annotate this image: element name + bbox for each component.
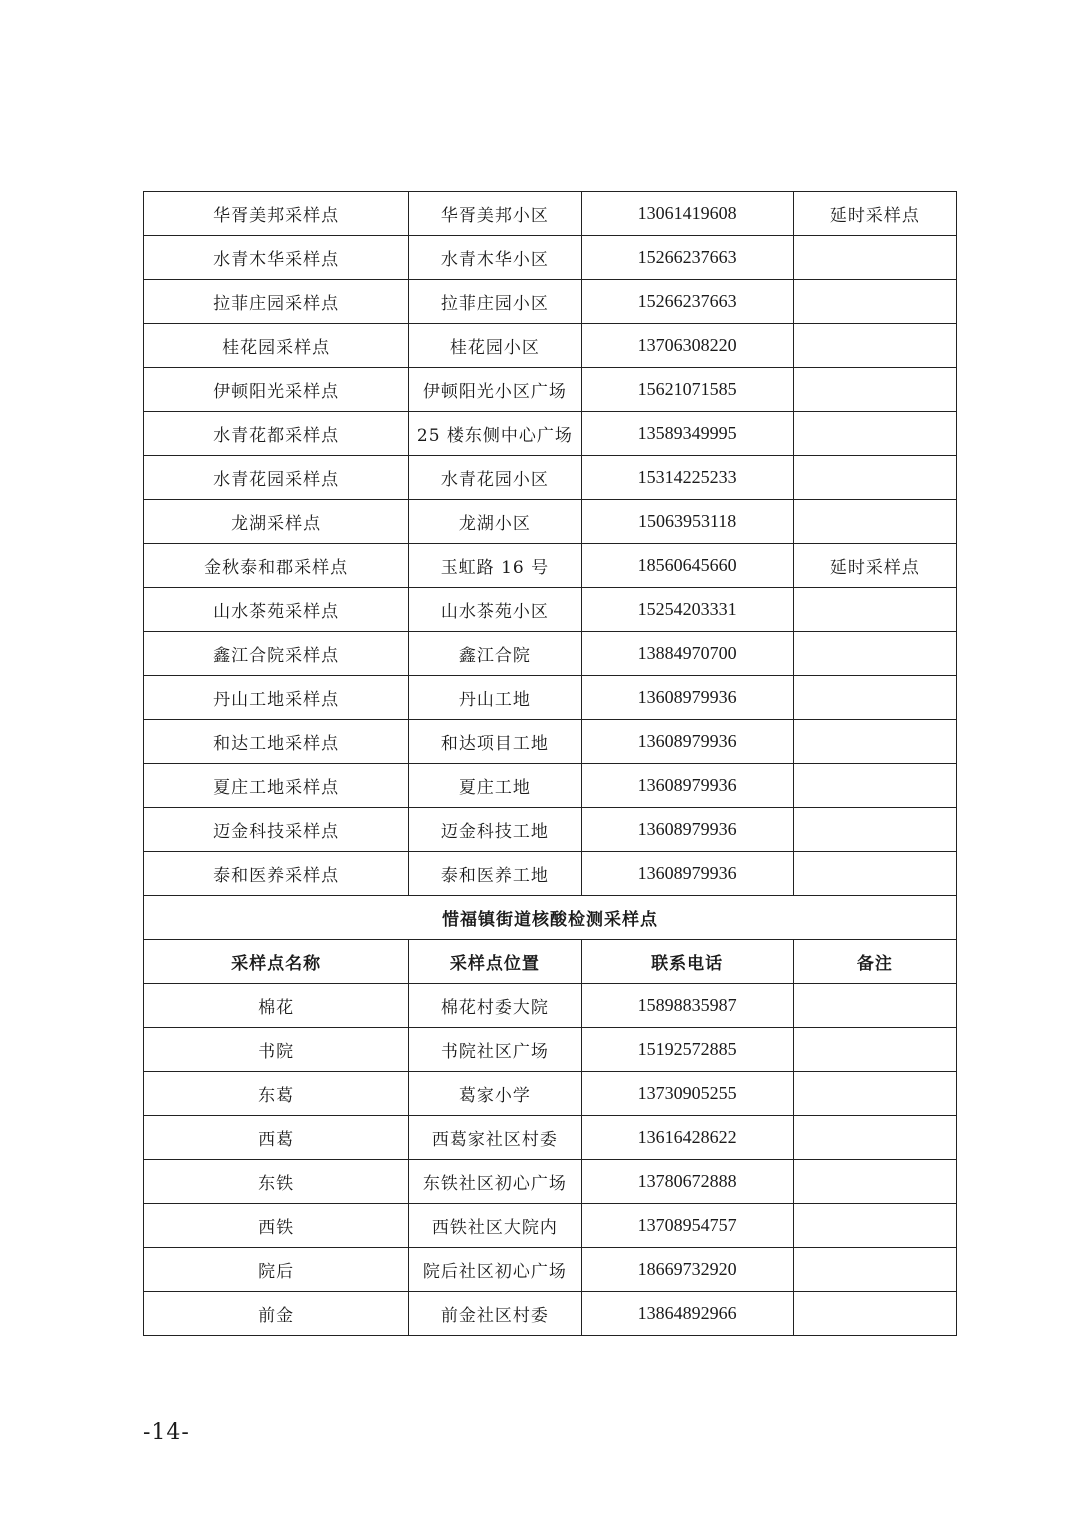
cell-note: 延时采样点 [793,192,956,236]
cell-name: 拉菲庄园采样点 [144,280,409,324]
cell-location: 水青木华小区 [409,236,581,280]
cell-name: 伊顿阳光采样点 [144,368,409,412]
sampling-points-table-container [143,191,957,1336]
cell-location: 书院社区广场 [409,1028,581,1072]
cell-phone: 13708954757 [581,1204,793,1248]
cell-location: 和达项目工地 [409,720,581,764]
cell-name: 水青木华采样点 [144,236,409,280]
table-row [144,280,957,324]
cell-phone: 13780672888 [581,1160,793,1204]
cell-phone: 13864892966 [581,1292,793,1336]
table-body-top [144,192,957,896]
cell-location: 棉花村委大院 [409,984,581,1028]
cell-phone: 13608979936 [581,720,793,764]
cell-note [793,632,956,676]
cell-location: 东铁社区初心广场 [409,1160,581,1204]
cell-name: 书院 [144,1028,409,1072]
cell-note [793,500,956,544]
table-section [144,896,957,984]
cell-name: 华胥美邦采样点 [144,192,409,236]
cell-note [793,368,956,412]
cell-note [793,588,956,632]
cell-note: 延时采样点 [793,544,956,588]
section-title-row [144,896,957,940]
cell-phone: 13706308220 [581,324,793,368]
cell-phone: 13608979936 [581,676,793,720]
cell-note [793,324,956,368]
cell-name: 夏庄工地采样点 [144,764,409,808]
cell-phone: 18560645660 [581,544,793,588]
cell-location: 西葛家社区村委 [409,1116,581,1160]
header-phone: 联系电话 [581,940,793,984]
cell-phone: 13608979936 [581,764,793,808]
cell-phone: 15192572885 [581,1028,793,1072]
cell-location: 丹山工地 [409,676,581,720]
cell-note [793,1248,956,1292]
cell-name: 西葛 [144,1116,409,1160]
cell-note [793,280,956,324]
page-number: -14- [143,1420,190,1445]
cell-location: 夏庄工地 [409,764,581,808]
cell-phone: 15254203331 [581,588,793,632]
cell-name: 迈金科技采样点 [144,808,409,852]
cell-name: 鑫江合院采样点 [144,632,409,676]
table-body-bottom [144,984,957,1336]
cell-location: 桂花园小区 [409,324,581,368]
cell-name: 金秋泰和郡采样点 [144,544,409,588]
cell-note [793,676,956,720]
cell-name: 东葛 [144,1072,409,1116]
table-row [144,1116,957,1160]
header-location: 采样点位置 [409,940,581,984]
cell-location: 伊顿阳光小区广场 [409,368,581,412]
cell-name: 桂花园采样点 [144,324,409,368]
cell-note [793,852,956,896]
table-row [144,236,957,280]
cell-phone: 15063953118 [581,500,793,544]
cell-phone: 15266237663 [581,280,793,324]
table-row [144,720,957,764]
table-row [144,1248,957,1292]
cell-note [793,1116,956,1160]
cell-note [793,764,956,808]
table-row [144,1160,957,1204]
header-name: 采样点名称 [144,940,409,984]
cell-note [793,808,956,852]
cell-phone: 18669732920 [581,1248,793,1292]
cell-name: 前金 [144,1292,409,1336]
table-row [144,808,957,852]
cell-location: 葛家小学 [409,1072,581,1116]
cell-note [793,1028,956,1072]
cell-note [793,236,956,280]
table-row [144,456,957,500]
cell-phone: 15314225233 [581,456,793,500]
cell-phone: 13608979936 [581,808,793,852]
cell-name: 水青花都采样点 [144,412,409,456]
cell-phone: 13061419608 [581,192,793,236]
cell-phone: 13608979936 [581,852,793,896]
cell-name: 山水茶苑采样点 [144,588,409,632]
cell-note [793,720,956,764]
cell-phone: 13730905255 [581,1072,793,1116]
table-row [144,588,957,632]
table-row [144,1072,957,1116]
cell-name: 和达工地采样点 [144,720,409,764]
table-row [144,1204,957,1248]
cell-note [793,1292,956,1336]
cell-note [793,1072,956,1116]
table-row [144,984,957,1028]
header-row [144,940,957,984]
cell-name: 龙湖采样点 [144,500,409,544]
cell-location: 鑫江合院 [409,632,581,676]
sampling-points-table [143,191,957,1336]
table-row [144,632,957,676]
cell-location: 泰和医养工地 [409,852,581,896]
cell-location: 西铁社区大院内 [409,1204,581,1248]
table-row [144,412,957,456]
cell-name: 东铁 [144,1160,409,1204]
cell-name: 西铁 [144,1204,409,1248]
cell-phone: 13884970700 [581,632,793,676]
table-row [144,1292,957,1336]
table-row [144,1028,957,1072]
cell-phone: 15266237663 [581,236,793,280]
header-note: 备注 [793,940,956,984]
cell-name: 泰和医养采样点 [144,852,409,896]
table-row [144,192,957,236]
cell-location: 水青花园小区 [409,456,581,500]
cell-note [793,1204,956,1248]
cell-note [793,984,956,1028]
cell-location: 龙湖小区 [409,500,581,544]
cell-phone: 13616428622 [581,1116,793,1160]
cell-location: 山水茶苑小区 [409,588,581,632]
cell-note [793,456,956,500]
cell-phone: 15621071585 [581,368,793,412]
cell-location: 院后社区初心广场 [409,1248,581,1292]
cell-location: 华胥美邦小区 [409,192,581,236]
cell-name: 院后 [144,1248,409,1292]
table-row [144,764,957,808]
cell-phone: 15898835987 [581,984,793,1028]
cell-location: 25 楼东侧中心广场 [409,412,581,456]
cell-location: 迈金科技工地 [409,808,581,852]
table-row [144,500,957,544]
cell-name: 丹山工地采样点 [144,676,409,720]
cell-phone: 13589349995 [581,412,793,456]
cell-location: 前金社区村委 [409,1292,581,1336]
table-row [144,676,957,720]
cell-name: 棉花 [144,984,409,1028]
table-row [144,324,957,368]
table-row [144,544,957,588]
cell-note [793,1160,956,1204]
table-row [144,852,957,896]
cell-note [793,412,956,456]
cell-name: 水青花园采样点 [144,456,409,500]
table-row [144,368,957,412]
cell-location: 玉虹路 16 号 [409,544,581,588]
cell-location: 拉菲庄园小区 [409,280,581,324]
section-title: 惜福镇街道核酸检测采样点 [144,896,957,940]
